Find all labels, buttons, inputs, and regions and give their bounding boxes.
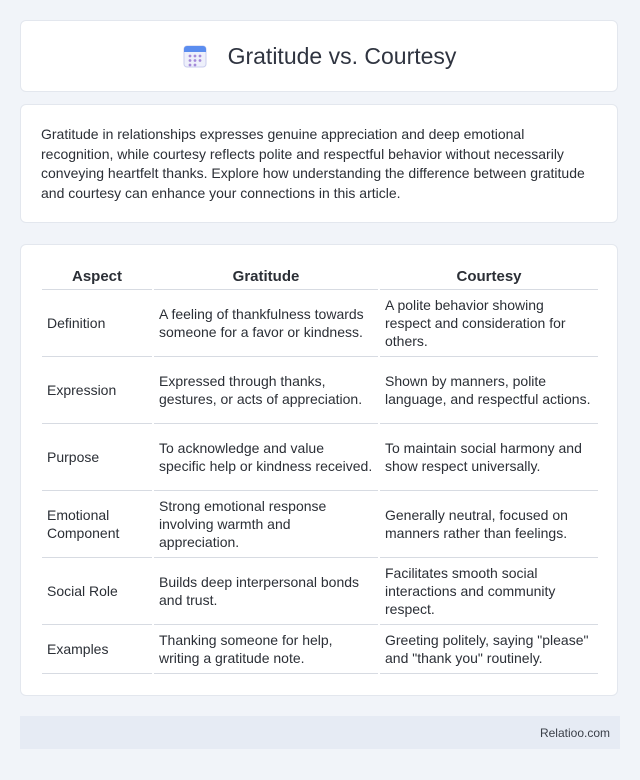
comparison-card xyxy=(20,244,618,696)
table-cell: A polite behavior showing respect and consideration for others. xyxy=(380,290,598,357)
column-header: Courtesy xyxy=(380,263,598,290)
table-row xyxy=(42,625,598,674)
column-header: Gratitude xyxy=(154,263,378,290)
table-cell: Thanking someone for help, writing a gratitude note. xyxy=(154,625,378,674)
table-cell: Builds deep interpersonal bonds and trust. xyxy=(154,558,378,625)
table-cell: Greeting politely, saying "please" and "thank you" routinely. xyxy=(380,625,598,674)
table-cell: Purpose xyxy=(42,424,152,491)
calendar-icon xyxy=(182,43,208,69)
footer-brand: Relatioo.com xyxy=(539,725,610,740)
table-cell: Definition xyxy=(42,290,152,357)
table-cell: A feeling of thankfulness towards someone for a favor or kindness. xyxy=(154,290,378,357)
table-row xyxy=(42,357,598,424)
table-cell: Emotional Component xyxy=(42,491,152,558)
title-wrap xyxy=(182,43,457,70)
table-cell: Examples xyxy=(42,625,152,674)
table-row xyxy=(42,491,598,558)
table-cell: To acknowledge and value specific help or kindness received. xyxy=(154,424,378,491)
table-cell: Strong emotional response involving warmth and appreciation. xyxy=(154,491,378,558)
intro-card xyxy=(20,104,618,223)
page-title: Gratitude vs. Courtesy xyxy=(227,42,457,69)
intro-paragraph: Gratitude in relationships expresses genuine appreciation and deep emotional recognition, while courtesy reflects polite and respectful behavior without necessarily conveying heartfelt thanks. Explore how understanding the difference between gratitude and courtesy can enhance your connections in this article. xyxy=(41,126,585,201)
table-cell: To maintain social harmony and show respect universally. xyxy=(380,424,598,491)
table-cell: Shown by manners, polite language, and respectful actions. xyxy=(380,357,598,424)
table-row xyxy=(42,558,598,625)
table-header-row xyxy=(42,263,598,290)
table-cell: Expressed through thanks, gestures, or acts of appreciation. xyxy=(154,357,378,424)
title-card xyxy=(20,20,618,92)
comparison-table xyxy=(40,263,600,674)
table-cell: Facilitates smooth social interactions and community respect. xyxy=(380,558,598,625)
table-row xyxy=(42,424,598,491)
table-cell: Expression xyxy=(42,357,152,424)
table-cell: Social Role xyxy=(42,558,152,625)
column-header: Aspect xyxy=(42,263,152,290)
table-cell: Generally neutral, focused on manners rather than feelings. xyxy=(380,491,598,558)
table-row xyxy=(42,290,598,357)
footer-bar xyxy=(20,716,620,749)
